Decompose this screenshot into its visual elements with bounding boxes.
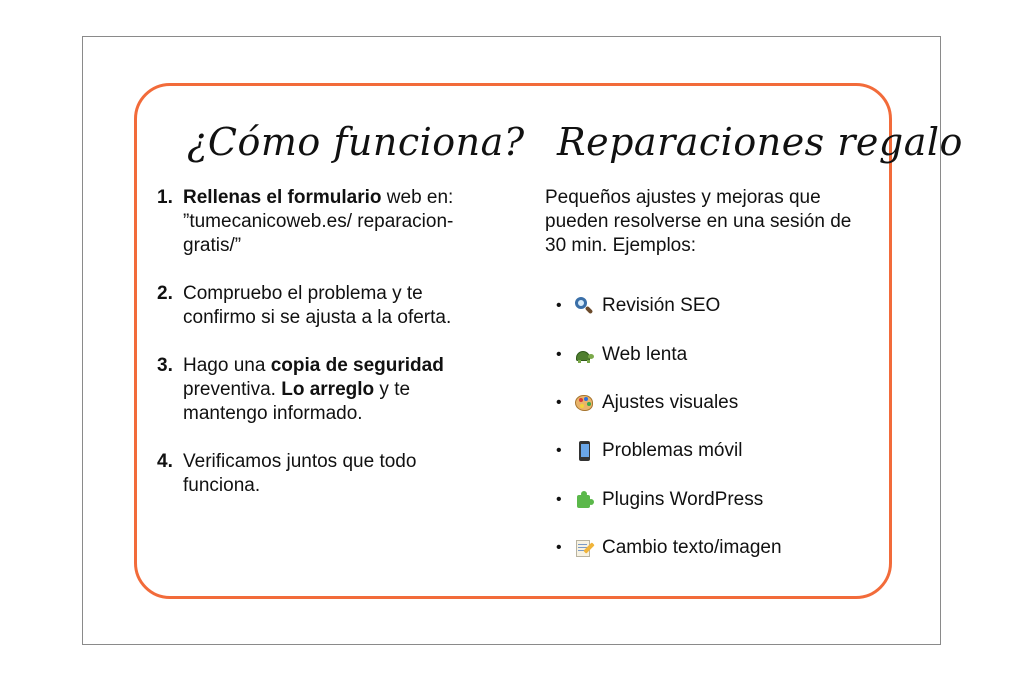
steps-list <box>157 186 482 522</box>
step-text-mid: preventiva. <box>183 379 282 400</box>
list-item <box>556 282 782 330</box>
step-number: 1. <box>157 187 173 208</box>
step-number: 2. <box>157 283 173 304</box>
free-repairs-intro: Pequeños ajustes y mejoras que pueden resolverse en una sesión de 30 min. Ejemplos: <box>545 187 852 256</box>
example-label: Web lenta <box>602 343 688 365</box>
step-text-post: y te mantengo informado. <box>183 379 411 424</box>
list-item <box>556 476 782 524</box>
example-label: Revisión SEO <box>602 295 721 317</box>
bullet: • <box>556 297 562 315</box>
step-text: Verificamos juntos que todo funciona. <box>183 451 417 496</box>
example-label: Ajustes visuales <box>602 391 739 413</box>
step-text <box>183 186 482 258</box>
list-item <box>556 524 782 572</box>
example-label: Problemas móvil <box>602 440 743 462</box>
list-item <box>556 379 782 427</box>
step-item <box>157 282 482 330</box>
memo-icon <box>574 538 594 558</box>
step-text: Compruebo el problema y te confirmo si se ajusta a la oferta. <box>183 283 452 328</box>
examples-list <box>556 282 782 572</box>
step-item <box>157 186 482 258</box>
list-item <box>556 330 782 378</box>
magnifier-icon <box>574 296 594 316</box>
bullet: • <box>556 539 562 557</box>
free-repairs-title: Reparaciones regalo <box>557 120 963 164</box>
mobile-phone-icon <box>574 441 594 461</box>
step-item <box>157 450 482 498</box>
step-bold-text: Lo arreglo <box>281 379 375 400</box>
puzzle-piece-icon <box>574 490 594 510</box>
bullet: • <box>556 490 562 508</box>
step-bold-text: copia de seguridad <box>270 355 444 376</box>
step-text-pre: Hago una <box>183 355 271 376</box>
palette-icon <box>574 393 594 413</box>
step-text <box>183 354 482 426</box>
bullet: • <box>556 442 562 460</box>
turtle-icon <box>574 345 594 365</box>
list-item <box>556 427 782 475</box>
step-text-rest: web en: ”tumecanicoweb.es/ reparacion-gratis/” <box>183 187 454 256</box>
step-bold-text: Rellenas el formulario <box>183 187 382 208</box>
example-label: Plugins WordPress <box>602 488 764 510</box>
example-label: Cambio texto/imagen <box>602 537 782 559</box>
how-it-works-title: ¿Cómo funciona? <box>187 120 525 164</box>
step-item <box>157 354 482 426</box>
bullet: • <box>556 345 562 363</box>
step-number: 3. <box>157 355 173 376</box>
step-number: 4. <box>157 451 173 472</box>
bullet: • <box>556 393 562 411</box>
